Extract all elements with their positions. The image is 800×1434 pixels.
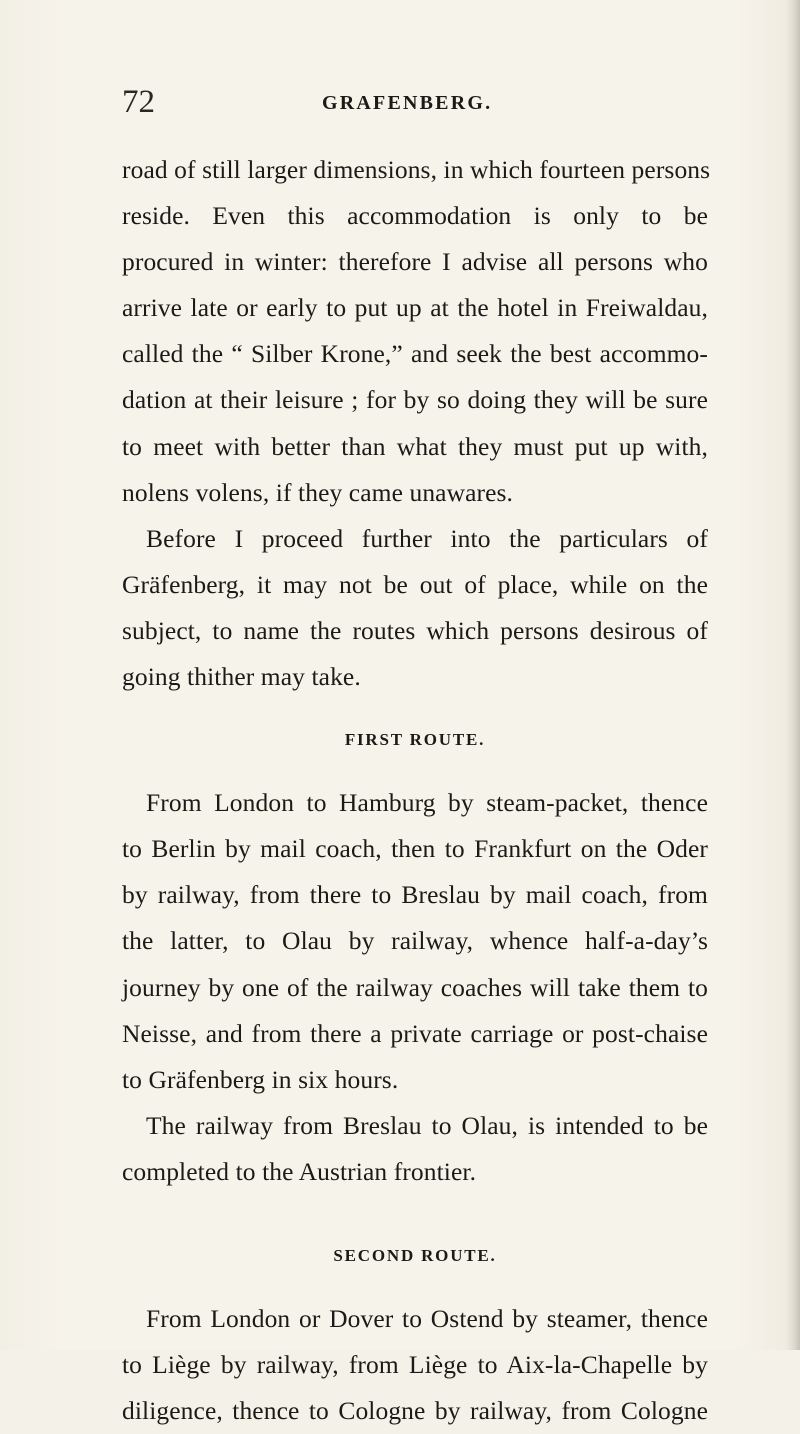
- text-line: completed to the Austrian frontier.: [122, 1156, 477, 1186]
- text-line: called the “ Silber Krone,” and seek the best accommo-: [122, 339, 708, 369]
- text-line: From London or Dover to Ostend by steamer, thence: [146, 1303, 708, 1333]
- page-number: 72: [122, 84, 155, 120]
- spacer: [122, 1279, 708, 1296]
- second-route-heading: SECOND ROUTE.: [333, 1245, 497, 1265]
- running-head: GRAFENBERG.: [322, 92, 493, 114]
- spacer: [122, 763, 708, 780]
- page-edge-shadow: [786, 0, 800, 1350]
- first-route-heading: FIRST ROUTE.: [344, 730, 486, 750]
- paragraph-continuation: [122, 147, 711, 516]
- text-line: the latter, to Olau by railway, whence half-a-day’s: [122, 926, 708, 956]
- text-line: The railway from Breslau to Olau, is intended to be: [146, 1110, 708, 1140]
- text-line: nolens volens, if they came unawares.: [122, 477, 514, 507]
- text-line: Before I proceed further into the particulars of: [146, 523, 708, 553]
- paragraph-second-route: [122, 1296, 708, 1434]
- page-header: [122, 82, 706, 122]
- text-line: to Gräfenberg in six hours.: [122, 1064, 399, 1094]
- text-line: road of still larger dimensions, in which fourteen persons: [122, 155, 711, 184]
- text-line: dation at their leisure ; for by so doing they will be sure: [122, 385, 708, 415]
- text-line: diligence, thence to Cologne by railway, from Cologne: [122, 1396, 708, 1426]
- text-line: to Liège by railway, from Liège to Aix-la-Chapelle by: [122, 1350, 708, 1380]
- spacer: [122, 1195, 708, 1233]
- spacer: [122, 700, 708, 717]
- text-line: reside. Even this accommodation is only to be: [122, 201, 708, 231]
- paragraph-first-route: [122, 780, 708, 1103]
- text-line: From London to Hamburg by steam-packet, thence: [146, 788, 708, 818]
- paragraph-railway-note: [122, 1103, 708, 1195]
- text-line: subject, to name the routes which persons desirous of: [122, 615, 708, 645]
- text-line: arrive late or early to put up at the hotel in Freiwaldau,: [122, 293, 708, 323]
- text-line: Gräfenberg, it may not be out of place, while on the: [122, 569, 708, 599]
- text-line: going thither may take.: [122, 662, 361, 692]
- text-line: journey by one of the railway coaches will take them to: [122, 972, 708, 1002]
- paragraph-routes-intro: [122, 516, 708, 700]
- text-line: by railway, from there to Breslau by mail coach, from: [122, 880, 708, 910]
- text-line: to Berlin by mail coach, then to Frankfurt on the Oder: [122, 834, 708, 864]
- body-text: [122, 147, 711, 1434]
- text-line: Neisse, and from there a private carriage or post-chaise: [122, 1018, 708, 1048]
- text-line: procured in winter: therefore I advise all persons who: [122, 247, 708, 277]
- text-line: to meet with better than what they must put up with,: [122, 431, 708, 461]
